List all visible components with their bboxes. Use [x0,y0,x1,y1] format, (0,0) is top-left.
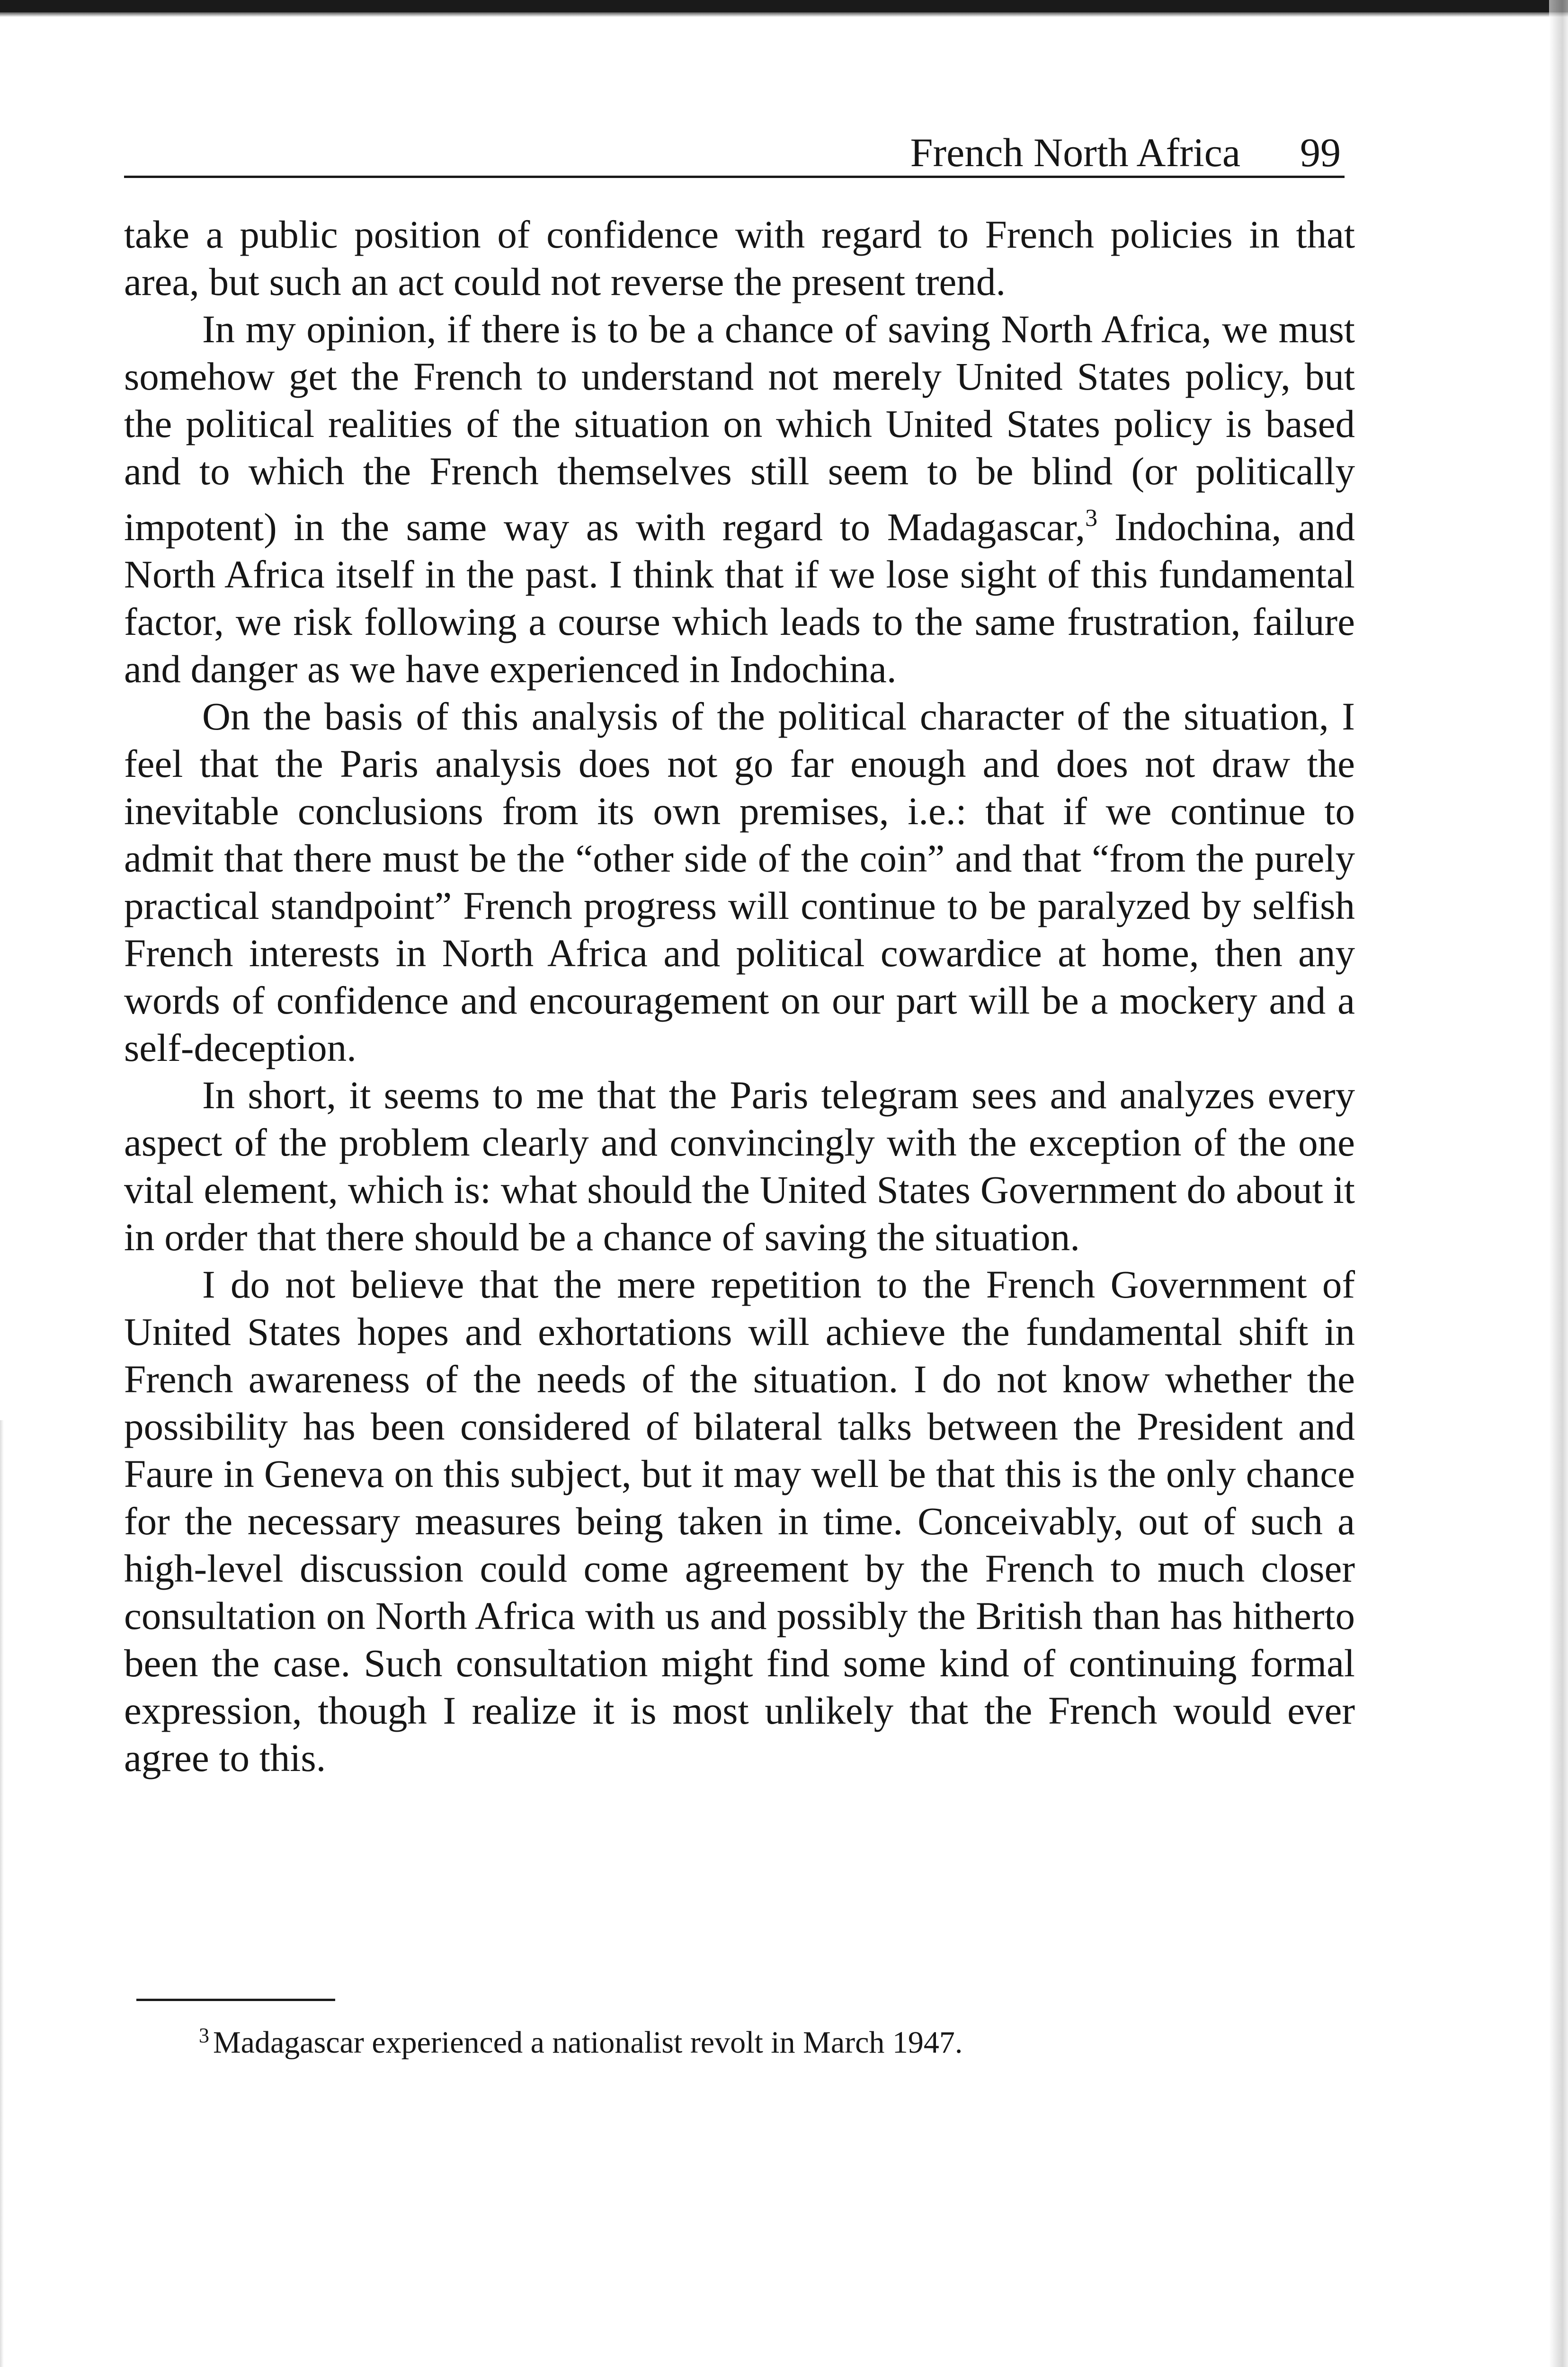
scan-right-edge [1549,0,1568,2367]
scan-left-edge [0,1420,4,2367]
footnote [199,2014,1335,2064]
footnote-text: Madagascar experienced a nationalist revolt in March 1947. [213,2025,963,2060]
running-head [124,127,1345,178]
footnote-reference: 3 [1085,505,1098,532]
footnote-rule [136,1999,335,2001]
paragraph-text: Indochina, and North Africa itself in the past. I think that if we lose sight of this fundamental factor, we risk following a course which leads to the same frustration, failure and danger as we have experienced in Indochina. [124,505,1355,691]
paragraph-paris-telegram: In short, it seems to me that the Paris telegram sees and analyzes every aspect of the problem clearly and convincingly with the exception of the one vital element, which is: what should the United States Government do about it in order that there should be a chance of saving the situation. [124,1073,1355,1259]
paragraph-saving-north-africa [124,305,1355,693]
running-head-title: French North Africa [910,130,1240,175]
page-number: 99 [1300,130,1341,175]
scan-top-edge-shadow [0,12,1568,17]
paragraph-text: In my opinion, if there is to be a chance of saving North Africa, we must somehow get the French to understand not merely United States policy, but the political realities of the situation on which United States policy is based and to which the French themselves still seem to be blind (or politically impotent) in the same way as with regard to Madagascar, [124,307,1355,549]
footnote-marker: 3 [199,2024,209,2047]
paragraph-continued: take a public position of confidence with regard to French policies in that area, but such an act could not reverse the present trend. [124,213,1355,303]
body-text [124,211,1355,1781]
paragraph-paris-analysis: On the basis of this analysis of the political character of the situation, I feel that the Paris analysis does not go far enough and does not draw the inevitable conclusions from its own premises, i.e.: that if we continue to admit that there must be the “other side of the coin” and that “from the purely practical standpoint” French progress will continue to be paralyzed by selfish French interests in North Africa and political cowardice at home, then any words of confidence and encouragement on our part will be a mockery and a self-deception. [124,694,1355,1069]
scan-top-edge [0,0,1568,12]
paragraph-bilateral-talks: I do not believe that the mere repetition to the French Government of United States hopes and exhortations will achieve the fundamental shift in French awareness of the needs of the situation. I do not know whether the possibility has been considered of bilateral talks between the President and Faure in Geneva on this subject, but it may well be that this is the only chance for the necessary measures being taken in time. Conceivably, out of such a high-level discussion could come agreement by the French to much closer consultation on North Africa with us and possibly the British than has hitherto been the case. Such consultation might find some kind of continuing formal expression, though I realize it is most unlikely that the French would ever agree to this. [124,1263,1355,1780]
